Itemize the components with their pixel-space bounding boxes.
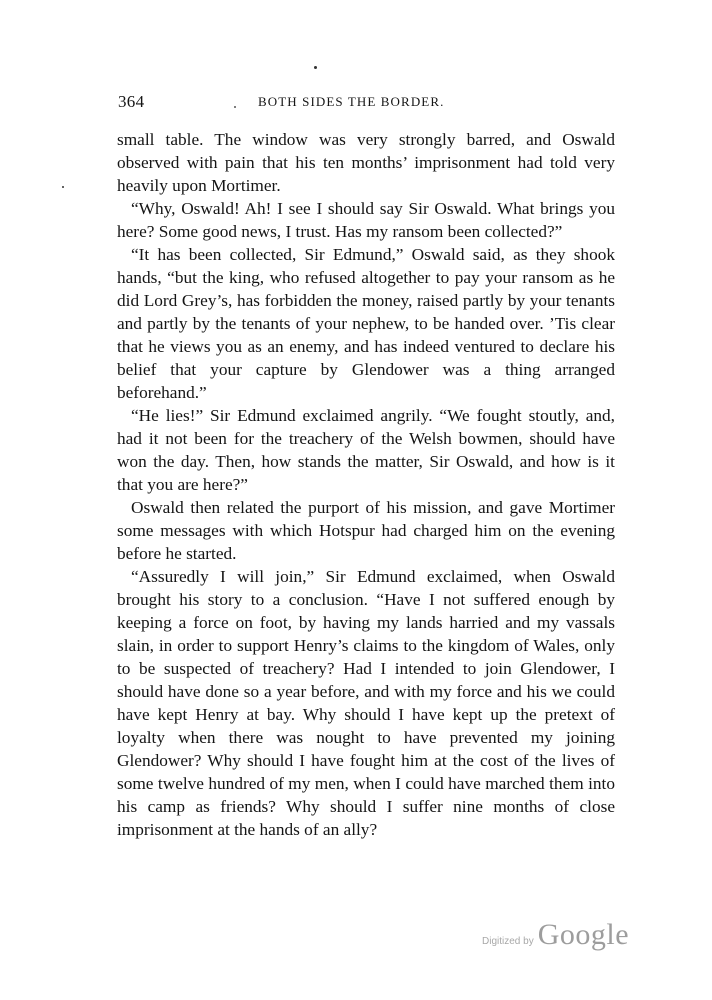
scan-speck bbox=[314, 66, 317, 69]
scan-speck bbox=[62, 186, 64, 188]
page-header bbox=[118, 92, 615, 114]
paragraph: small table. The window was very strongly barred, and Oswald observed with pain that his ten months’ imprisonment had told very heavily upon Mortimer. bbox=[117, 130, 615, 195]
header-speck bbox=[234, 106, 236, 108]
digitized-by-google-watermark bbox=[482, 918, 629, 958]
paragraph: “It has been collected, Sir Edmund,” Oswald said, as they shook hands, “but the king, who refused altogether to pay your ransom as he did Lord Grey’s, has forbidden the money, raised partly by your tenants and partly by the tenants of your nephew, to be handed over. ’Tis clear that he views you as an enemy, and has indeed ventured to declare his belief that your capture by Glendower was a thing arranged beforehand.” bbox=[117, 245, 615, 402]
running-title: BOTH SIDES THE BORDER. bbox=[258, 94, 445, 109]
body-text bbox=[117, 128, 615, 841]
paragraph: “He lies!” Sir Edmund exclaimed angrily. “We fought stoutly, and, had it not been for the treachery of the Welsh bowmen, should have won the day. Then, how stands the matter, Sir Oswald, and how is it that you are here?” bbox=[117, 406, 615, 494]
google-logo: Google bbox=[537, 918, 630, 951]
watermark-prefix: Digitized by bbox=[482, 936, 534, 947]
paragraph: Oswald then related the purport of his mission, and gave Mortimer some messages with which Hotspur had charged him on the evening before he started. bbox=[117, 498, 615, 563]
page-number: 364 bbox=[118, 92, 145, 111]
paragraph: “Why, Oswald! Ah! I see I should say Sir Oswald. What brings you here? Some good news, I trust. Has my ransom been collected?” bbox=[117, 199, 615, 241]
paragraph: “Assuredly I will join,” Sir Edmund exclaimed, when Oswald brought his story to a conclusion. “Have I not suffered enough by keeping a force on foot, by having my lands harried and my vassals slain, in order to support Henry’s claims to the kingdom of Wales, only to be suspected of treachery? Had I intended to join Glendower, I should have done so a year before, and with my force and his we could have kept Henry at bay. Why should I have kept up the pretext of loyalty when there was nought to have prevented my joining Glendower? Why should I have fought him at the cost of the lives of some twelve hundred of my men, when I could have marched them into his camp as friends? Why should I suffer nine months of close imprisonment at the hands of an ally? bbox=[117, 567, 615, 839]
